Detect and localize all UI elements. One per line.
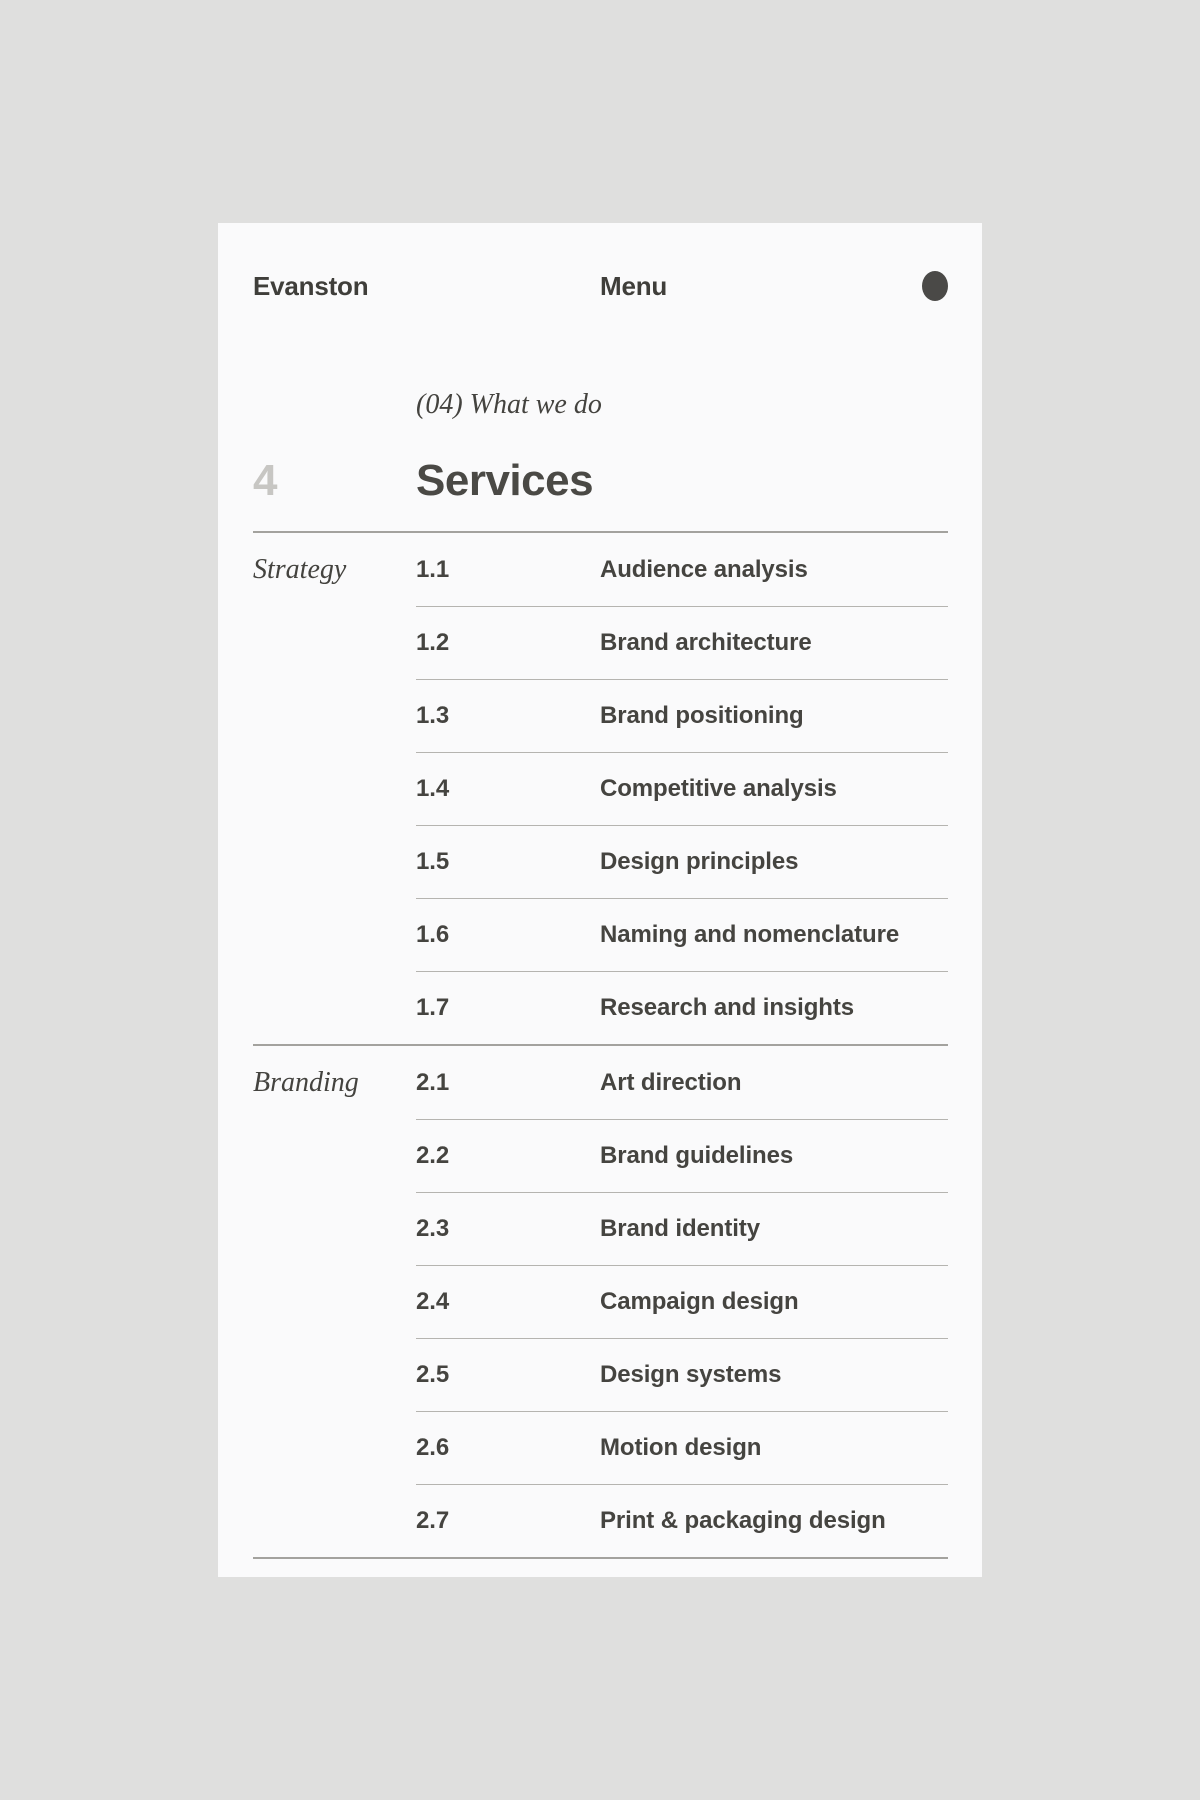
service-title: Art direction — [600, 1068, 742, 1096]
service-number: 1.2 — [416, 629, 450, 656]
service-row[interactable] — [416, 825, 948, 898]
service-row[interactable] — [416, 679, 948, 752]
service-title: Competitive analysis — [600, 775, 837, 802]
service-number: 1.3 — [416, 702, 450, 729]
services-table — [253, 531, 948, 1559]
service-title: Design principles — [600, 848, 799, 875]
service-number: 1.5 — [416, 848, 450, 875]
service-number: 2.1 — [416, 1068, 450, 1096]
section-label: Branding — [253, 1066, 359, 1098]
service-title: Campaign design — [600, 1288, 799, 1315]
service-number: 1.7 — [416, 994, 450, 1021]
section-label: Strategy — [253, 553, 347, 585]
service-number: 1.4 — [416, 775, 450, 802]
section-items — [416, 1046, 948, 1557]
service-title: Print & packaging design — [600, 1507, 886, 1534]
service-number: 2.5 — [416, 1361, 450, 1388]
menu-dot-icon[interactable] — [922, 271, 948, 301]
service-row[interactable] — [416, 1484, 948, 1557]
site-header — [253, 271, 948, 301]
service-number: 2.7 — [416, 1507, 450, 1534]
service-row[interactable] — [416, 606, 948, 679]
service-row[interactable] — [416, 1046, 948, 1119]
service-title: Motion design — [600, 1434, 762, 1461]
service-row[interactable] — [416, 533, 948, 606]
service-number: 2.2 — [416, 1142, 450, 1169]
service-title: Audience analysis — [600, 555, 808, 583]
services-section — [253, 1044, 948, 1559]
brand-logo-text[interactable]: Evanston — [253, 270, 369, 301]
service-row[interactable] — [416, 1265, 948, 1338]
section-items — [416, 533, 948, 1044]
service-number: 1.6 — [416, 921, 450, 948]
service-title: Brand architecture — [600, 629, 812, 656]
menu-button[interactable]: Menu — [600, 270, 668, 301]
service-title: Naming and nomenclature — [600, 921, 900, 948]
service-number: 2.6 — [416, 1434, 450, 1461]
services-section — [253, 531, 948, 1044]
page-title: Services — [416, 456, 594, 505]
service-row[interactable] — [416, 1411, 948, 1484]
hero-row — [253, 455, 948, 507]
service-row[interactable] — [416, 1119, 948, 1192]
service-title: Brand positioning — [600, 702, 804, 729]
service-title: Brand guidelines — [600, 1142, 794, 1169]
service-title: Design systems — [600, 1361, 782, 1388]
service-row[interactable] — [416, 1338, 948, 1411]
service-number: 2.3 — [416, 1215, 450, 1242]
service-title: Brand identity — [600, 1215, 760, 1242]
service-title: Research and insights — [600, 994, 854, 1021]
service-row[interactable] — [416, 971, 948, 1044]
content-card — [218, 223, 982, 1577]
section-eyebrow: (04) What we do — [416, 389, 602, 420]
service-number: 1.1 — [416, 555, 450, 583]
service-row[interactable] — [416, 752, 948, 825]
service-row[interactable] — [416, 1192, 948, 1265]
service-number: 2.4 — [416, 1288, 450, 1315]
section-index-number: 4 — [253, 456, 277, 505]
service-row[interactable] — [416, 898, 948, 971]
